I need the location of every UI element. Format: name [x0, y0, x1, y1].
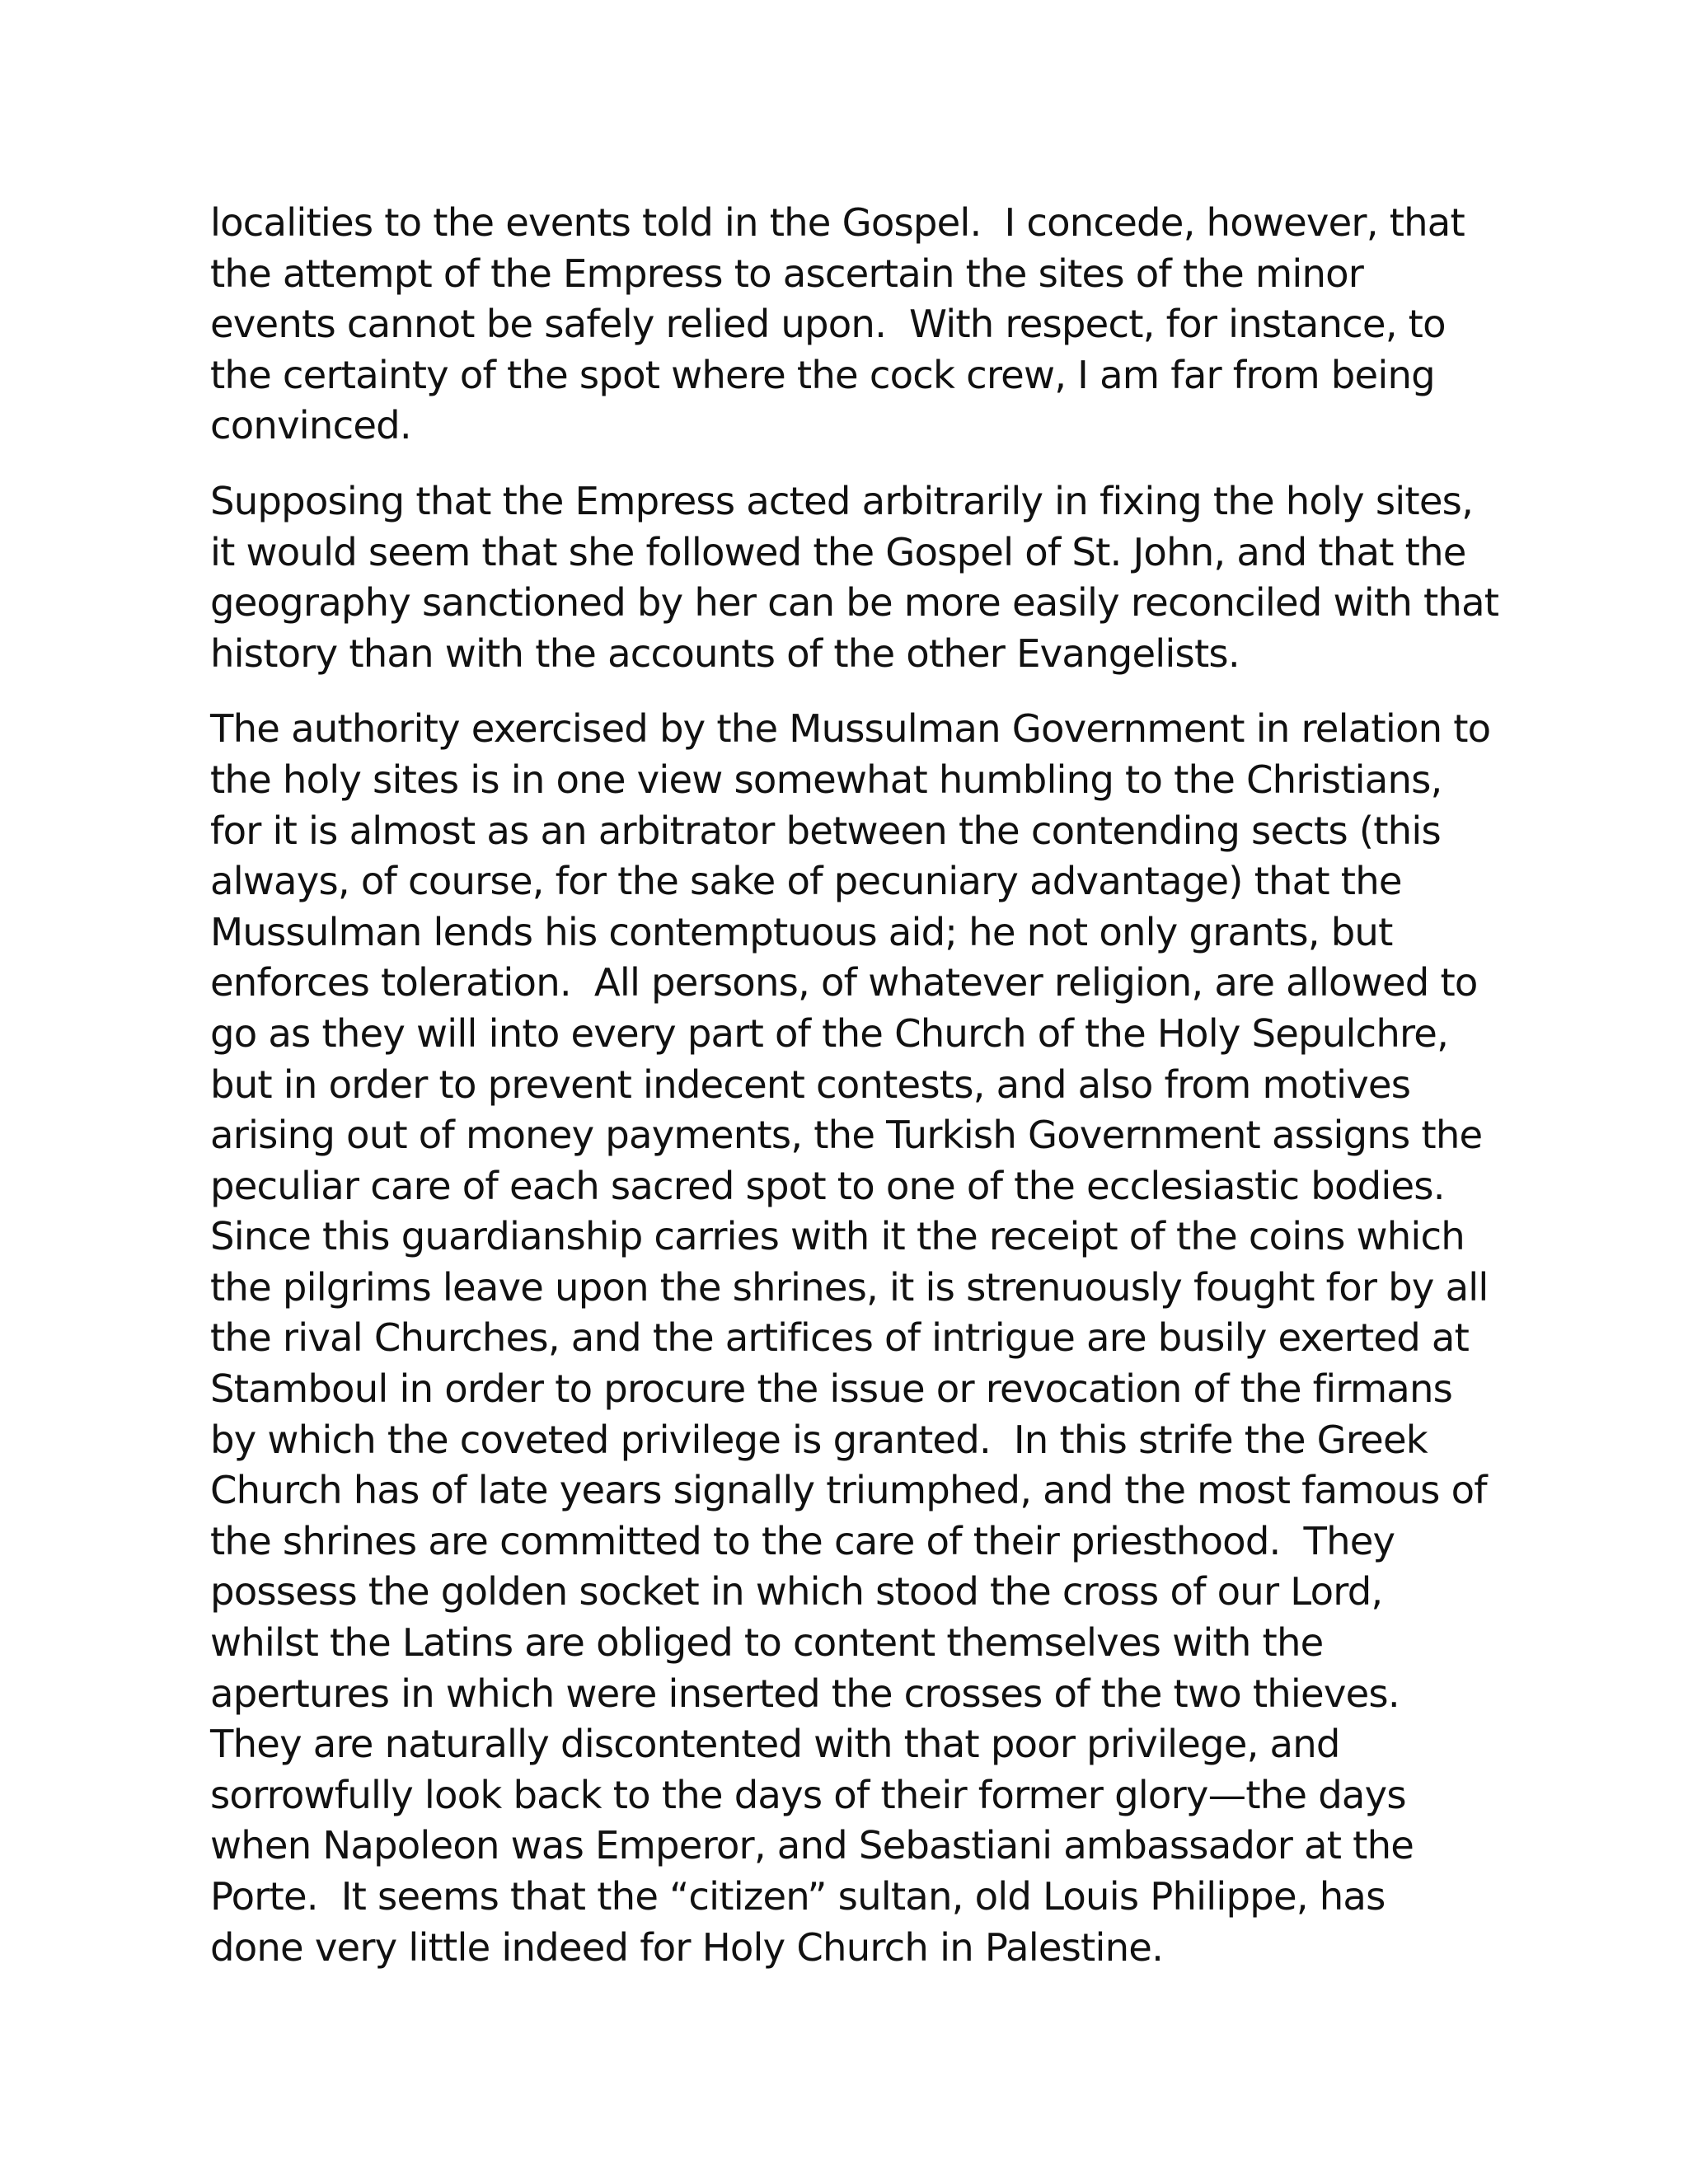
text-line: whilst the Latins are obliged to content themselves with the — [210, 1620, 1324, 1666]
text-line: arising out of money payments, the Turkish Government assigns the — [210, 1113, 1483, 1158]
text-line: Church has of late years signally triumphed, and the most famous of — [210, 1468, 1487, 1513]
text-line: go as they will into every part of the Church of the Holy Sepulchre, — [210, 1010, 1449, 1056]
text-line: peculiar care of each sacred spot to one of the ecclesiastic bodies. — [210, 1163, 1445, 1208]
text-line: events cannot be safely relied upon. With respect, for instance, to — [210, 302, 1446, 347]
text-line: geography sanctioned by her can be more easily reconciled with that — [210, 580, 1499, 626]
text-line: by which the coveted privilege is granted. In this strife the Greek — [210, 1417, 1428, 1462]
paragraph-1 — [210, 198, 1496, 452]
text-line: but in order to prevent indecent contests, and also from motives — [210, 1062, 1411, 1107]
text-line: localities to the events told in the Gospel. I concede, however, that — [210, 200, 1465, 245]
text-line: done very little indeed for Holy Church in Palestine. — [210, 1924, 1164, 1970]
text-line: history than with the accounts of the other Evangelists. — [210, 630, 1240, 676]
document-page — [210, 198, 1499, 1998]
text-line: sorrowfully look back to the days of their former glory—the days — [210, 1772, 1406, 1817]
text-line: for it is almost as an arbitrator between the contending sects (this — [210, 808, 1441, 853]
text-line: enforces toleration. All persons, of whatever religion, are allowed to — [210, 960, 1478, 1005]
text-line: convinced. — [210, 403, 411, 448]
text-line: Mussulman lends his contemptuous aid; he not only grants, but — [210, 909, 1393, 954]
text-line: Since this guardianship carries with it the receipt of the coins which — [210, 1214, 1465, 1259]
text-line: Porte. It seems that the “citizen” sultan, old Louis Philippe, has — [210, 1874, 1386, 1919]
text-line: possess the golden socket in which stood the cross of our Lord, — [210, 1569, 1383, 1615]
paragraph-3 — [210, 704, 1496, 1973]
text-line: the rival Churches, and the artifices of intrigue are busily exerted at — [210, 1315, 1470, 1361]
text-line: The authority exercised by the Mussulman Government in relation to — [210, 706, 1491, 752]
text-line: when Napoleon was Emperor, and Sebastiani ambassador at the — [210, 1823, 1414, 1868]
paragraph-2 — [210, 476, 1499, 679]
text-line: always, of course, for the sake of pecuniary advantage) that the — [210, 859, 1402, 904]
text-line: the attempt of the Empress to ascertain the sites of the minor — [210, 251, 1364, 296]
text-line: the certainty of the spot where the cock crew, I am far from being — [210, 352, 1435, 397]
text-line: the holy sites is in one view somewhat humbling to the Christians, — [210, 757, 1442, 802]
text-line: the shrines are committed to the care of their priesthood. They — [210, 1518, 1395, 1563]
text-line: They are naturally discontented with that poor privilege, and — [210, 1722, 1340, 1767]
text-line: apertures in which were inserted the crosses of the two thieves. — [210, 1671, 1400, 1716]
text-line: Supposing that the Empress acted arbitrarily in fixing the holy sites, — [210, 478, 1474, 523]
text-line: it would seem that she followed the Gospel of St. John, and that the — [210, 529, 1466, 574]
text-line: Stamboul in order to procure the issue or revocation of the firmans — [210, 1366, 1453, 1412]
text-line: the pilgrims leave upon the shrines, it is strenuously fought for by all — [210, 1264, 1489, 1310]
